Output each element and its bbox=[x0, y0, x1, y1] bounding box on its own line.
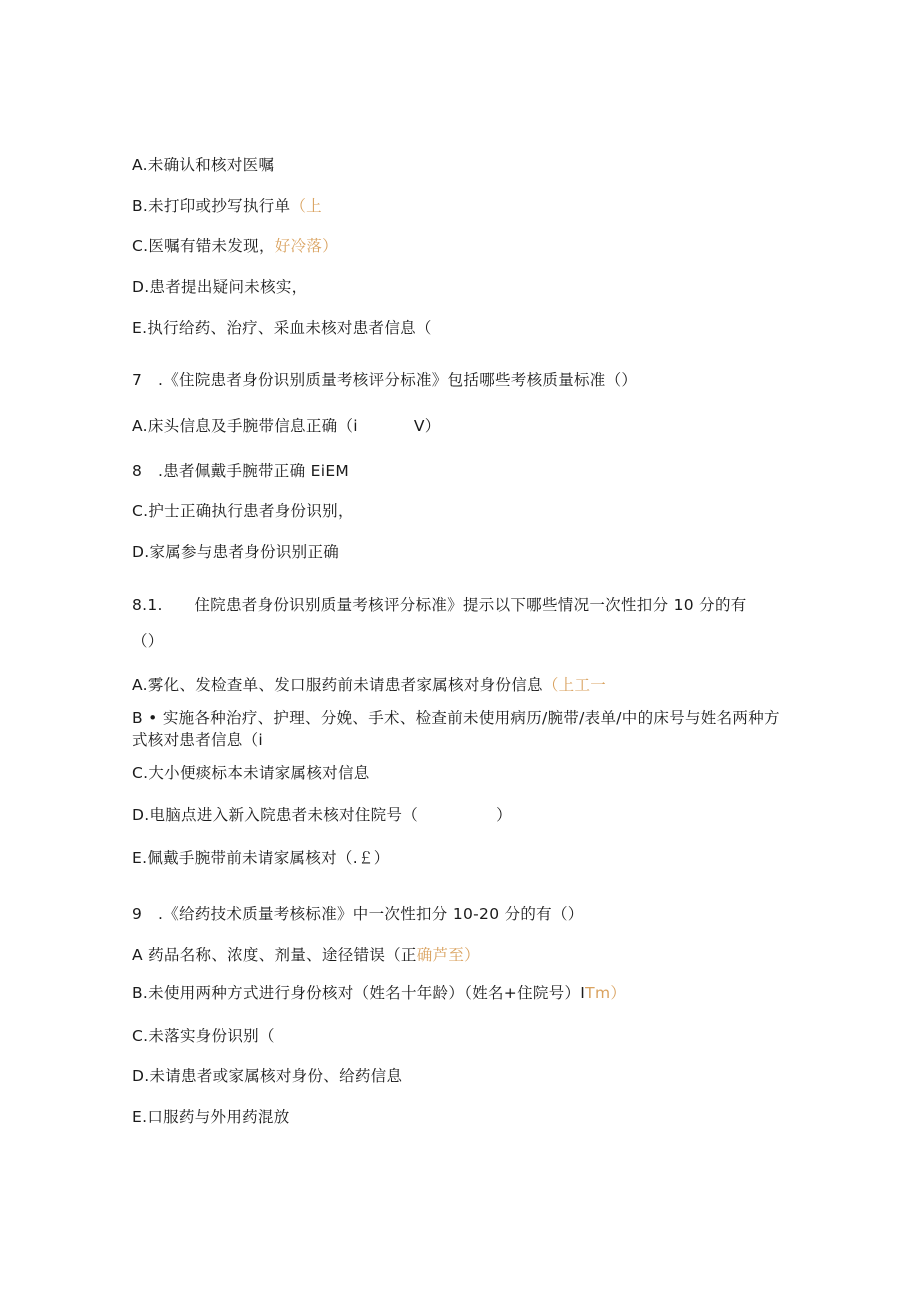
question-line: 7 .《住院患者身份识别质量考核评分标准》包括哪些考核质量标准（） bbox=[132, 371, 638, 389]
question-line: （） bbox=[132, 632, 164, 650]
option-line: B.未使用两种方式进行身份核对（姓名十年龄）（姓名+住院号）ITm） bbox=[132, 984, 627, 1002]
option-line: C.大小便痰标本未请家属核对信息 bbox=[132, 764, 370, 782]
option-line: E.口服药与外用药混放 bbox=[132, 1108, 290, 1126]
option-line: D.未请患者或家属核对身份、给药信息 bbox=[132, 1067, 403, 1085]
option-line: A.床头信息及手腕带信息正确（i V） bbox=[132, 417, 441, 435]
handwritten-note: Tm） bbox=[585, 984, 627, 1002]
option-line: B • 实施各种治疗、护理、分娩、手术、检查前未使用病历/腕带/表单/中的床号与姓名两种方式核对患者信息（i bbox=[132, 709, 780, 749]
option-line: B.未打印或抄写执行单（上 bbox=[132, 197, 322, 215]
option-line: C.未落实身份识别（ bbox=[132, 1027, 275, 1045]
handwritten-note: （上工一 bbox=[542, 676, 607, 694]
option-line: D.患者提出疑问未核实， bbox=[132, 278, 308, 296]
question-line: 8 .患者佩戴手腕带正确 EiEM bbox=[132, 462, 350, 480]
handwritten-note: 好冷落） bbox=[274, 237, 338, 255]
option-line: C.医嘱有错未发现，好冷落） bbox=[132, 237, 338, 255]
option-line: E.佩戴手腕带前未请家属核对（.￡） bbox=[132, 849, 390, 867]
option-line: D.电脑点进入新入院患者未核对住院号（ ） bbox=[132, 806, 512, 824]
handwritten-note: （上 bbox=[290, 197, 322, 215]
option-line: C.护士正确执行患者身份识别， bbox=[132, 502, 354, 520]
option-line: A.雾化、发检查单、发口服药前未请患者家属核对身份信息（上工一 bbox=[132, 676, 607, 694]
option-line: E.执行给药、治疗、采血未核对患者信息（ bbox=[132, 319, 432, 337]
option-line: D.家属参与患者身份识别正确 bbox=[132, 543, 340, 561]
question-line: 8.1. 住院患者身份识别质量考核评分标准》提示以下哪些情况一次性扣分 10 分的有 bbox=[132, 596, 747, 614]
question-line: 9 .《给药技术质量考核标准》中一次性扣分 10-20 分的有（） bbox=[132, 905, 584, 923]
option-line: A.未确认和核对医嘱 bbox=[132, 156, 275, 174]
option-line: A 药品名称、浓度、剂量、途径错误（正确芦至） bbox=[132, 946, 480, 964]
handwritten-note: 确芦至） bbox=[416, 946, 480, 964]
